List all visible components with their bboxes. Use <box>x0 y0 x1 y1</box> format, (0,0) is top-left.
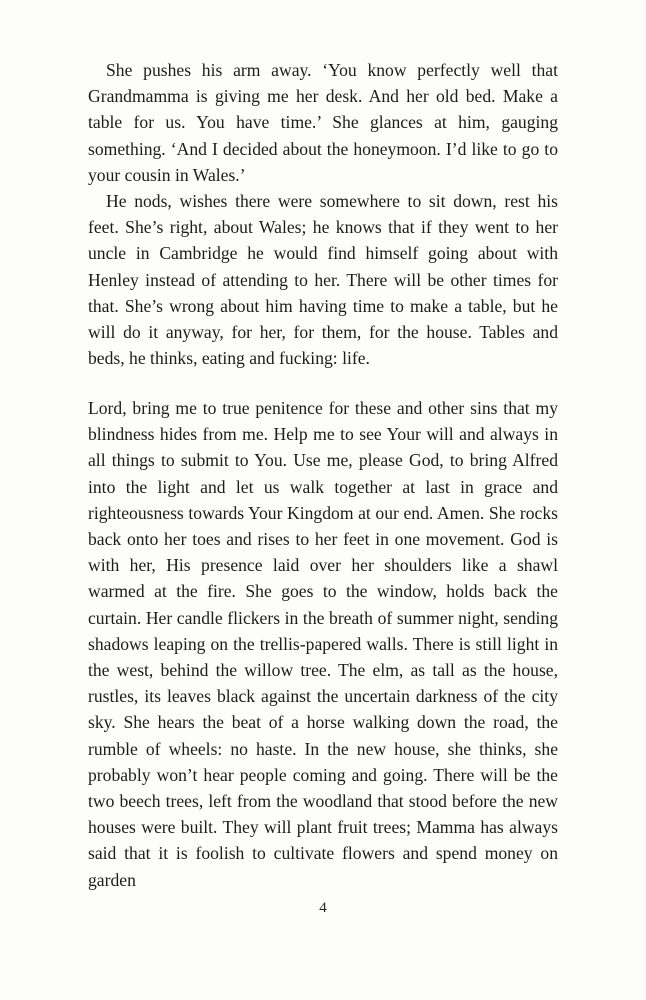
paragraph-1: She pushes his arm away. ‘You know perfectly well that Grandmamma is giving me her desk. And her old bed. Make a table for us. You have time.’ She glances at him, gauging something. ‘And I decided about the honeymoon. I’d like to go to your cousin in Wales.’ <box>88 60 558 185</box>
text-block-top <box>88 57 558 371</box>
page-number: 4 <box>319 900 327 916</box>
text-block-bottom <box>88 395 558 893</box>
paragraph-2: He nods, wishes there were somewhere to sit down, rest his feet. She’s right, about Wales; he knows that if they went to her uncle in Cambridge he would find himself going about with Henley instead of attending to her. There will be other times for that. She’s wrong about him having time to make a table, but he will do it anyway, for her, for them, for the house. Tables and beds, he thinks, eating and fucking: life. <box>88 191 558 369</box>
paragraph-3: Lord, bring me to true penitence for these and other sins that my blindness hides from me. Help me to see Your will and always in all things to submit to You. Use me, please God, to bring Alfred into the light and let us walk together at last in grace and righteousness towards Your Kingdom at our end. Amen. She rocks back onto her toes and rises to her feet in one movement. God is with her, His presence laid over her shoulders like a shawl warmed at the fire. She goes to the window, holds back the curtain. Her candle flickers in the breath of summer night, sending shadows leaping on the trellis-papered walls. There is still light in the west, behind the willow tree. The elm, as tall as the house, rustles, its leaves black against the uncertain darkness of the city sky. She hears the beat of a horse walking down the road, the rumble of wheels: no haste. In the new house, she thinks, she probably won’t hear people coming and going. There will be the two beech trees, left from the woodland that stood before the new houses were built. They will plant fruit trees; Mamma has always said that it is foolish to cultivate flowers and spend money on garden <box>88 398 558 890</box>
